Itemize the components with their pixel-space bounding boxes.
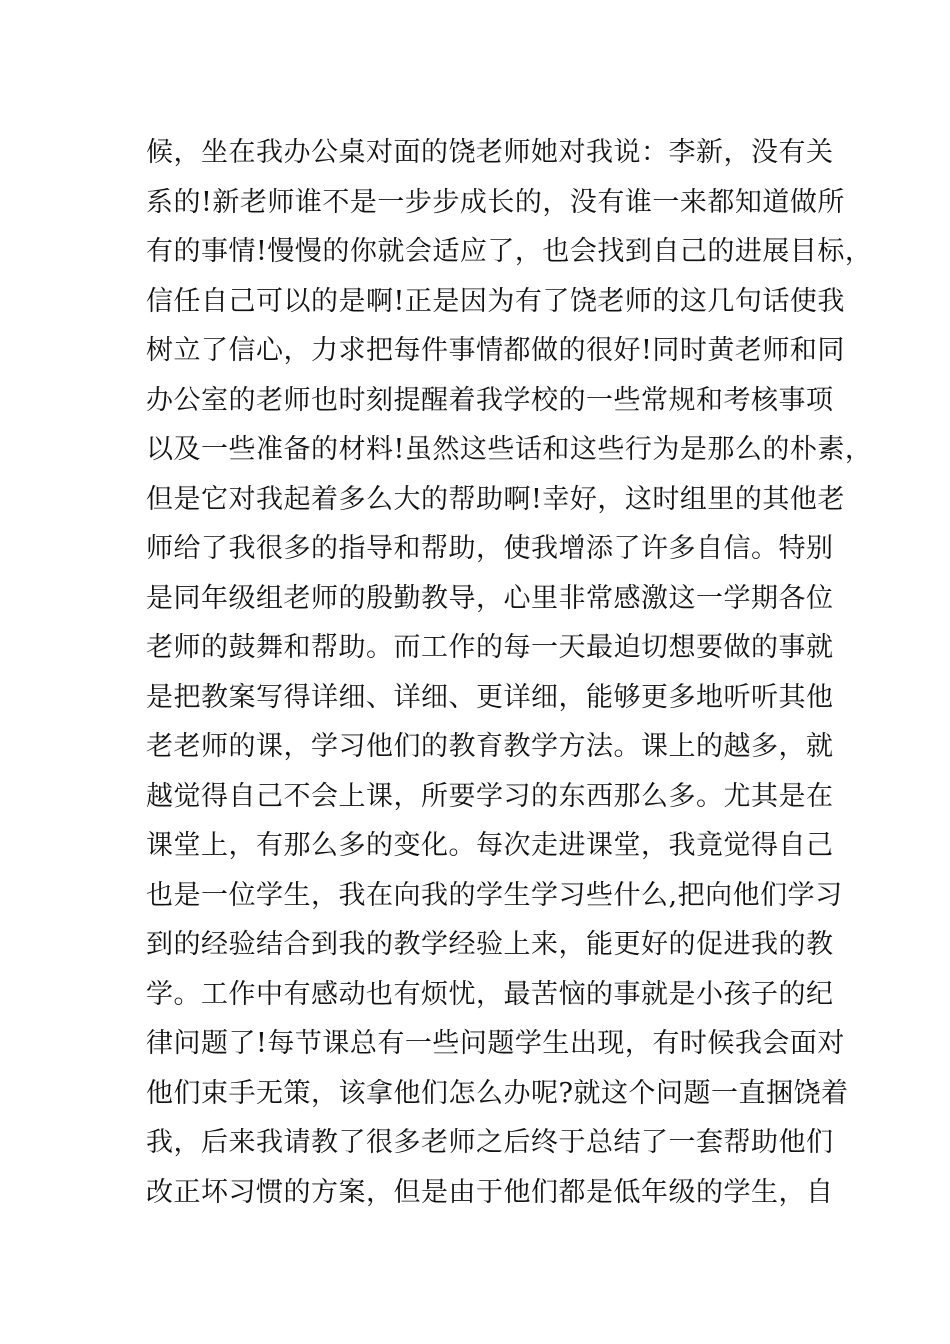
text-line-10: 是同年级组老师的殷勤教导，心里非常感激这一学期各位 [146, 582, 834, 614]
text-line-15: 课堂上，有那么多的变化。每次走进课堂，我竟觉得自己 [146, 830, 834, 861]
text-line-20: 他们束手无策，该拿他们怎么办呢?就这个问题一直捆饶着 [146, 1077, 849, 1109]
text-line-4: 信任自己可以的是啊!正是因为有了饶老师的这几句话使我 [146, 285, 845, 317]
body-text [146, 128, 873, 1217]
text-line-14: 越觉得自己不会上课，所要学习的东西那么多。尤其是在 [146, 780, 834, 812]
text-line-21: 我，后来我请教了很多老师之后终于总结了一套帮助他们 [146, 1127, 834, 1158]
text-line-17: 到的经验结合到我的教学经验上来，能更好的促进我的教 [146, 929, 834, 960]
text-line-9: 师给了我很多的指导和帮助，使我增添了许多自信。特别 [146, 533, 834, 564]
text-line-18: 学。工作中有感动也有烦忧，最苦恼的事就是小孩子的纪 [146, 978, 834, 1010]
text-line-5: 树立了信心，力求把每件事情都做的很好!同时黄老师和同 [146, 335, 845, 366]
text-line-22: 改正坏习惯的方案，但是由于他们都是低年级的学生，自 [146, 1176, 834, 1208]
text-line-3: 有的事情!慢慢的你就会适应了，也会找到自己的进展目标， [146, 236, 873, 267]
text-line-6: 办公室的老师也时刻提醒着我学校的一些常规和考核事项 [146, 384, 834, 416]
text-line-1: 候，坐在我办公桌对面的饶老师她对我说：李新，没有关 [146, 137, 834, 168]
text-line-19: 律问题了!每节课总有一些问题学生出现，有时候我会面对 [146, 1028, 845, 1059]
text-line-13: 老老师的课，学习他们的教育教学方法。课上的越多，就 [146, 731, 834, 762]
text-line-12: 是把教案写得详细、详细、更详细，能够更多地听听其他 [146, 681, 834, 713]
text-line-11: 老师的鼓舞和帮助。而工作的每一天最迫切想要做的事就 [146, 632, 834, 663]
text-line-7: 以及一些准备的材料!虽然这些话和这些行为是那么的朴素， [146, 434, 873, 465]
text-line-2: 系的!新老师谁不是一步步成长的，没有谁一来都知道做所 [146, 186, 845, 218]
text-line-16: 也是一位学生，我在向我的学生学习些什么,把向他们学习 [146, 879, 843, 911]
text-line-8: 但是它对我起着多么大的帮助啊!幸好，这时组里的其他老 [146, 483, 845, 515]
